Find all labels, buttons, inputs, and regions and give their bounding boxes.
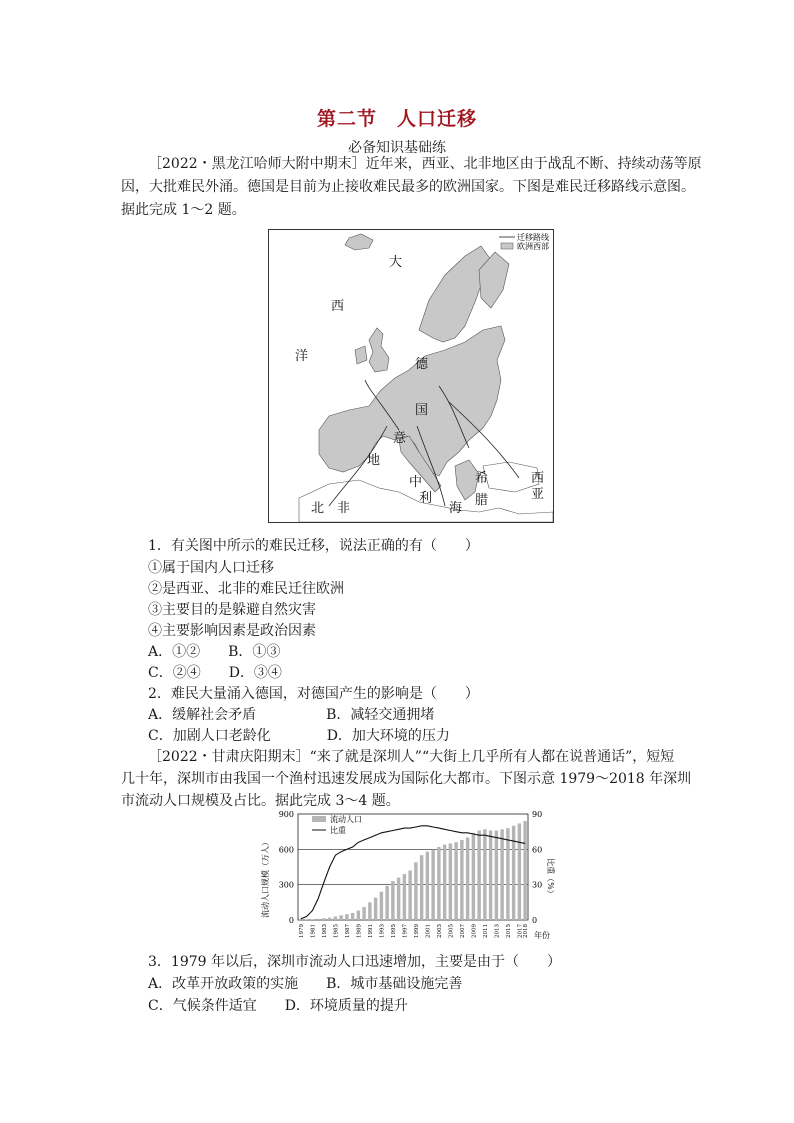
population-bar — [316, 919, 319, 920]
page-title: 第二节 人口迁移 — [316, 108, 477, 130]
q1-stem: 1．有关图中所示的难民迁移，说法正确的有（ ） — [148, 538, 479, 554]
chart-x-tick-label: 1983 — [321, 924, 328, 939]
population-bar — [454, 842, 457, 920]
map-svg — [269, 230, 553, 522]
map-label-li: 利 — [419, 491, 433, 506]
chart-x-tick-label: 2015 — [505, 924, 512, 939]
population-bar — [362, 907, 365, 920]
map-label-zhong: 中 — [409, 475, 423, 490]
legend-area-label: 欧洲西部 — [517, 242, 549, 251]
population-bar — [403, 874, 406, 920]
map-label-xi-asia: 西 — [531, 471, 545, 486]
chart-x-tick-label: 2009 — [471, 924, 478, 939]
chart-x-tick-label: 1981 — [310, 924, 317, 939]
population-bar — [426, 852, 429, 920]
chart-left-tick-label: 600 — [278, 845, 294, 855]
q1-item-1: ①属于国内人口迁移 — [148, 560, 274, 576]
chart-left-tick-label: 900 — [278, 810, 294, 819]
chart-x-tick-label: 1979 — [298, 924, 305, 939]
population-bar — [500, 829, 503, 920]
map-label-la: 腊 — [475, 493, 489, 508]
map-label-hai: 海 — [449, 501, 463, 516]
population-bar — [414, 862, 417, 920]
chart-x-tick-label: 1993 — [379, 924, 386, 939]
ireland-shape — [355, 346, 367, 364]
population-bar — [512, 826, 515, 920]
population-bar — [483, 829, 486, 920]
legend-population-label: 流动人口 — [330, 815, 362, 824]
population-bar — [477, 830, 480, 920]
population-bar — [420, 855, 423, 920]
population-bar — [391, 881, 394, 920]
chart-x-tick-label: 2003 — [436, 924, 443, 939]
intro1-line-1: ［2022・黑龙江哈师大附中期末］近年来，西亚、北非地区由于战乱不断、持续动荡等原 — [148, 156, 702, 172]
population-bar — [408, 871, 411, 920]
q3-options-row-2: C．气候条件适宜 D．环境质量的提升 — [148, 998, 408, 1014]
population-bar — [368, 902, 371, 920]
q2-options-row-2: C．加剧人口老龄化 D．加大环境的压力 — [148, 728, 450, 744]
population-bar — [489, 830, 492, 920]
q2-stem: 2．难民大量涌入德国，对德国产生的影响是（ ） — [148, 686, 479, 702]
population-bar — [506, 828, 509, 920]
chart-left-axis-label: 流动人口规模（万人） — [261, 838, 270, 918]
map-label-yang: 洋 — [295, 349, 309, 364]
chart-right-tick-label: 90 — [532, 810, 543, 819]
map-label-de: 德 — [415, 357, 429, 372]
population-bar — [322, 918, 325, 920]
intro2-line-2: 几十年，深圳市由我国一个渔村迅速发展成为国际化大都市。下图示意 1979～2018 年深圳 — [121, 771, 692, 787]
population-bar — [443, 845, 446, 920]
population-bar — [328, 918, 331, 920]
q1-item-2: ②是西亚、北非的难民迁往欧洲 — [148, 581, 344, 597]
population-bar — [431, 849, 434, 920]
legend-ratio-label: 比重 — [330, 826, 346, 835]
q2-options-row-1: A．缓解社会矛盾 B．减轻交通拥堵 — [148, 707, 435, 723]
refugee-route-map — [268, 229, 554, 523]
chart-x-tick-label: 1997 — [402, 924, 409, 939]
map-label-guo: 国 — [415, 403, 429, 418]
population-bar — [523, 821, 526, 920]
legend-route-label: 迁移路线 — [517, 233, 549, 242]
chart-x-tick-label: 1991 — [367, 924, 374, 939]
chart-bars — [299, 821, 527, 920]
chart-x-tick-label: 2017 — [517, 924, 524, 939]
chart-x-tick-label: 2013 — [494, 924, 501, 939]
chart-left-tick-label: 0 — [288, 916, 294, 925]
q1-options-row-2: C．②④ D．③④ — [148, 665, 282, 681]
intro2-line-1: ［2022・甘肃庆阳期末］“来了就是深圳人”“大街上几乎所有人都在说普通话”，短短 — [148, 749, 675, 765]
population-bar — [495, 830, 498, 920]
chart-x-tick-label: 1999 — [413, 924, 420, 939]
map-label-ya: 亚 — [531, 487, 545, 502]
population-bar — [339, 915, 342, 920]
population-bar — [518, 823, 521, 920]
chart-x-tick-label: 2007 — [459, 924, 466, 939]
chart-x-tick-label: 1989 — [356, 924, 363, 939]
section-subtitle: 必备知识基础练 — [348, 140, 446, 156]
q3-stem: 3．1979 年以后，深圳市流动人口迅速增加，主要是由于（ ） — [148, 954, 561, 970]
map-label-da: 大 — [389, 255, 403, 270]
population-bar — [345, 914, 348, 920]
chart-x-tick-label: 2011 — [482, 924, 489, 939]
britain-shape — [369, 328, 389, 372]
population-bar — [334, 916, 337, 920]
q1-item-3: ③主要目的是躲避自然灾害 — [148, 602, 316, 618]
chart-legend — [312, 814, 362, 835]
chart-x-tick-label: 2018 — [523, 923, 530, 938]
population-bar — [397, 878, 400, 920]
chart-right-axis-label: 比重（%） — [546, 858, 555, 898]
population-bar — [351, 913, 354, 920]
chart-x-tick-label: 1985 — [333, 924, 340, 939]
chart-x-tick-label: 2001 — [425, 924, 432, 939]
intro1-line-3: 据此完成 1～2 题。 — [121, 202, 246, 218]
map-label-xi-greece: 希 — [475, 471, 489, 486]
map-label-di: 地 — [367, 453, 381, 468]
legend-bar-swatch — [312, 816, 326, 822]
population-bar — [437, 847, 440, 920]
chart-right-tick-label: 0 — [532, 916, 538, 925]
map-legend — [499, 232, 549, 251]
shenzhen-migrant-chart — [258, 808, 558, 948]
population-bar — [472, 833, 475, 920]
iceland-shape — [345, 234, 373, 250]
population-bar — [460, 840, 463, 920]
intro2-line-3: 市流动人口规模及占比。据此完成 3～4 题。 — [121, 793, 400, 809]
chart-svg — [258, 808, 558, 948]
population-bar — [385, 886, 388, 920]
chart-x-tick-label: 1987 — [344, 924, 351, 939]
intro1-line-2: 因，大批难民外涌。德国是目前为止接收难民最多的欧洲国家。下图是难民迁移路线示意图。 — [121, 179, 695, 195]
population-bar — [466, 838, 469, 920]
map-label-xi: 西 — [331, 299, 345, 314]
population-bar — [374, 898, 377, 920]
q3-options-row-1: A．改革开放政策的实施 B．城市基础设施完善 — [148, 976, 463, 992]
population-bar — [311, 919, 314, 920]
chart-x-axis-label: 年份 — [534, 931, 550, 940]
population-bar — [357, 911, 360, 920]
map-label-north-africa: 北 非 — [311, 501, 351, 516]
population-bar — [380, 892, 383, 920]
chart-x-tick-label: 1995 — [390, 924, 397, 939]
q1-item-4: ④主要影响因素是政治因素 — [148, 623, 316, 639]
map-label-yi: 意 — [393, 431, 407, 446]
scandinavia-shape — [419, 246, 491, 342]
legend-area-symbol — [501, 243, 513, 249]
chart-x-tick-label: 2005 — [448, 924, 455, 939]
population-bar — [449, 843, 452, 920]
q1-options-row-1: A．①② B．①③ — [148, 644, 281, 660]
chart-right-tick-label: 60 — [532, 845, 543, 855]
chart-left-tick-label: 300 — [278, 880, 294, 890]
chart-right-tick-label: 30 — [532, 880, 543, 890]
